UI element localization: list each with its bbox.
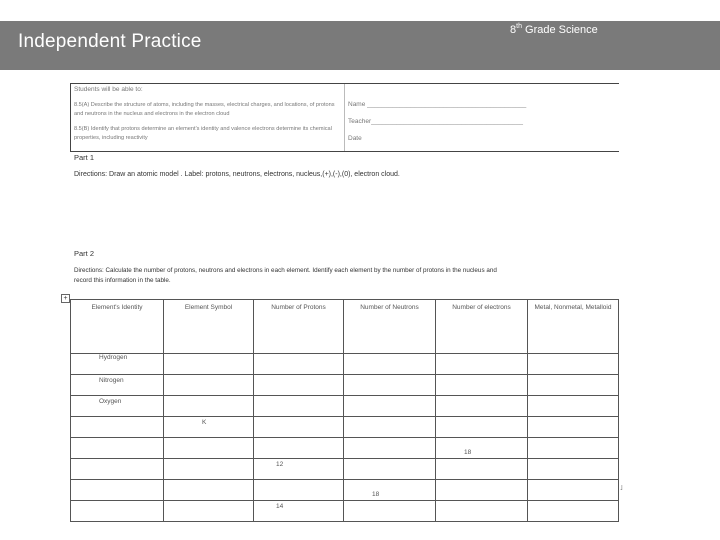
table-cell: Nitrogen xyxy=(71,375,164,396)
teacher-field: Teacher__________________________________________ xyxy=(348,118,523,125)
table-cell xyxy=(71,480,164,501)
table-cell: 12 xyxy=(254,459,344,480)
table-cell xyxy=(528,417,619,438)
table-row xyxy=(71,459,619,480)
table-cell: Oxygen xyxy=(71,396,164,417)
grade-suffix: th xyxy=(516,23,522,30)
objective-2-cont: properties, including reactivity xyxy=(74,135,148,141)
table-cell xyxy=(254,354,344,375)
part2-title: Part 2 xyxy=(74,249,95,258)
table-cell xyxy=(436,480,528,501)
grade-subject: Grade Science xyxy=(521,24,598,36)
table-cell: 18 xyxy=(436,438,528,459)
table-cell xyxy=(344,459,436,480)
table-move-handle: + xyxy=(61,294,70,303)
table-cell xyxy=(164,396,254,417)
table-cell xyxy=(254,438,344,459)
table-row xyxy=(71,480,619,501)
table-cell xyxy=(528,459,619,480)
header-electrons: Number of electrons xyxy=(436,300,528,354)
table-cell xyxy=(344,438,436,459)
table-cell xyxy=(344,417,436,438)
table-end-mark: ˩ xyxy=(620,485,623,492)
part2-directions-cont: record this information in the table. xyxy=(74,277,171,284)
table-cell xyxy=(71,438,164,459)
table-cell xyxy=(436,459,528,480)
table-cell xyxy=(528,480,619,501)
table-cell xyxy=(344,501,436,522)
header-neutrons: Number of Neutrons xyxy=(344,300,436,354)
table-cell: 14 xyxy=(254,501,344,522)
part2-directions: Directions: Calculate the number of protons, neutrons and electrons in each element. Identify each element by the number of protons in the nucleus and xyxy=(74,267,497,274)
table-cell xyxy=(528,375,619,396)
element-table xyxy=(70,299,619,522)
table-row xyxy=(71,501,619,522)
table-cell xyxy=(528,396,619,417)
table-cell xyxy=(344,396,436,417)
table-cell xyxy=(528,354,619,375)
table-cell xyxy=(254,396,344,417)
table-cell xyxy=(344,375,436,396)
table-cell xyxy=(164,459,254,480)
table-cell xyxy=(436,354,528,375)
table-cell xyxy=(254,417,344,438)
table-cell xyxy=(164,354,254,375)
table-cell xyxy=(164,480,254,501)
table-cell xyxy=(254,480,344,501)
table-row xyxy=(71,438,619,459)
objective-1: 8.5(A) Describe the structure of atoms, including the masses, electrical charges, and locations, of protons xyxy=(74,102,335,108)
objective-2: 8.5(B) Identify that protons determine an element's identity and valence electrons determine its chemical xyxy=(74,126,332,132)
table-cell xyxy=(71,459,164,480)
table-cell xyxy=(254,375,344,396)
header-protons: Number of Protons xyxy=(254,300,344,354)
table-cell xyxy=(528,501,619,522)
objectives-title: Students will be able to: xyxy=(74,86,143,93)
name-field: Name ____________________________________________ xyxy=(348,101,527,108)
part1-directions: Directions: Draw an atomic model . Label: protons, neutrons, electrons, nucleus,(+),(-),(0), electron cloud. xyxy=(74,171,400,178)
table-row xyxy=(71,417,619,438)
table-cell xyxy=(164,438,254,459)
date-field: Date xyxy=(348,135,362,142)
table-cell xyxy=(164,375,254,396)
header-classification: Metal, Nonmetal, Metalloid xyxy=(528,300,619,354)
grade-number: 8 xyxy=(510,24,517,36)
table-row xyxy=(71,396,619,417)
header-symbol: Element Symbol xyxy=(164,300,254,354)
table-cell xyxy=(436,396,528,417)
table-cell: 18 xyxy=(344,480,436,501)
part1-title: Part 1 xyxy=(74,153,95,162)
slide-title: Independent Practice xyxy=(18,31,202,52)
table-cell xyxy=(71,417,164,438)
objectives-divider xyxy=(344,84,345,151)
table-row xyxy=(71,375,619,396)
table-cell xyxy=(344,354,436,375)
table-cell xyxy=(436,417,528,438)
table-cell xyxy=(528,438,619,459)
table-row xyxy=(71,354,619,375)
objectives-box xyxy=(70,83,619,152)
table-cell: Hydrogen xyxy=(71,354,164,375)
objective-1-cont: and neutrons in the nucleus and electrons in the electron cloud xyxy=(74,111,230,117)
table-cell xyxy=(164,501,254,522)
table-cell xyxy=(436,375,528,396)
table-cell: K xyxy=(164,417,254,438)
table-cell xyxy=(71,501,164,522)
table-header-row xyxy=(71,300,619,354)
table-cell xyxy=(436,501,528,522)
header-identity: Element's Identity xyxy=(71,300,164,354)
